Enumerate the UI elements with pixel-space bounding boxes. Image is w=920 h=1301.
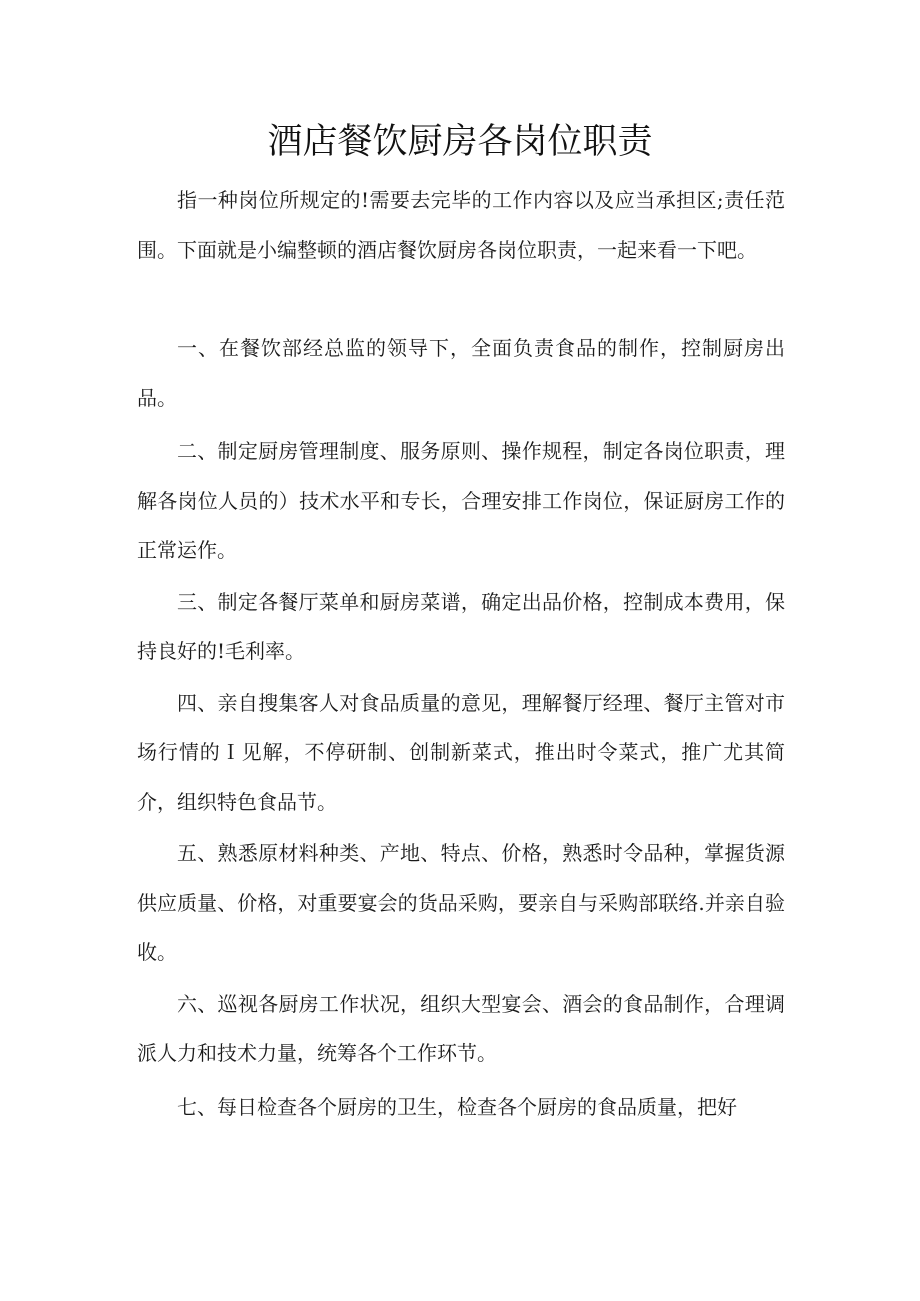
duty-item-5: 五、熟悉原材料种类、产地、特点、价格，熟悉时令品种，掌握货源供应质量、价格，对重要宴会的货品采购，要亲自与采购部联络.并亲自验收。 <box>137 841 785 964</box>
document-title: 酒店餐饮厨房各岗位职责 <box>267 122 653 162</box>
document-body <box>137 176 785 1132</box>
duty-item-7: 七、每日检查各个厨房的卫生，检查各个厨房的食品质量，把好 <box>177 1094 737 1119</box>
duty-item-4: 四、亲自搜集客人对食品质量的意见，理解餐厅经理、餐厅主管对市场行情的Ｉ见解，不停研制、创制新菜式，推出时令菜式，推广尤其简介，组织特色食品节。 <box>137 690 785 814</box>
intro-paragraph: 指一种岗位所规定的!需要去完毕的工作内容以及应当承担区;责任范围。下面就是小编整顿的酒店餐饮厨房各岗位职责，一起来看一下吧。 <box>137 188 785 262</box>
duty-item-3: 三、制定各餐厅菜单和厨房菜谱，确定出品价格，控制成本费用，保持良好的!毛利率。 <box>137 589 785 663</box>
duty-item-2: 二、制定厨房管理制度、服务原则、操作规程，制定各岗位职责，理解各岗位人员的）技术水平和专长，合理安排工作岗位，保证厨房工作的正常运作。 <box>137 439 785 562</box>
duty-item-1: 一、在餐饮部经总监的领导下，全面负责食品的制作，控制厨房出品。 <box>137 336 785 410</box>
paragraph-spacer <box>137 275 785 324</box>
duty-item-6: 六、巡视各厨房工作状况，组织大型宴会、酒会的食品制作，合理调派人力和技术力量，统筹各个工作环节。 <box>137 991 785 1065</box>
